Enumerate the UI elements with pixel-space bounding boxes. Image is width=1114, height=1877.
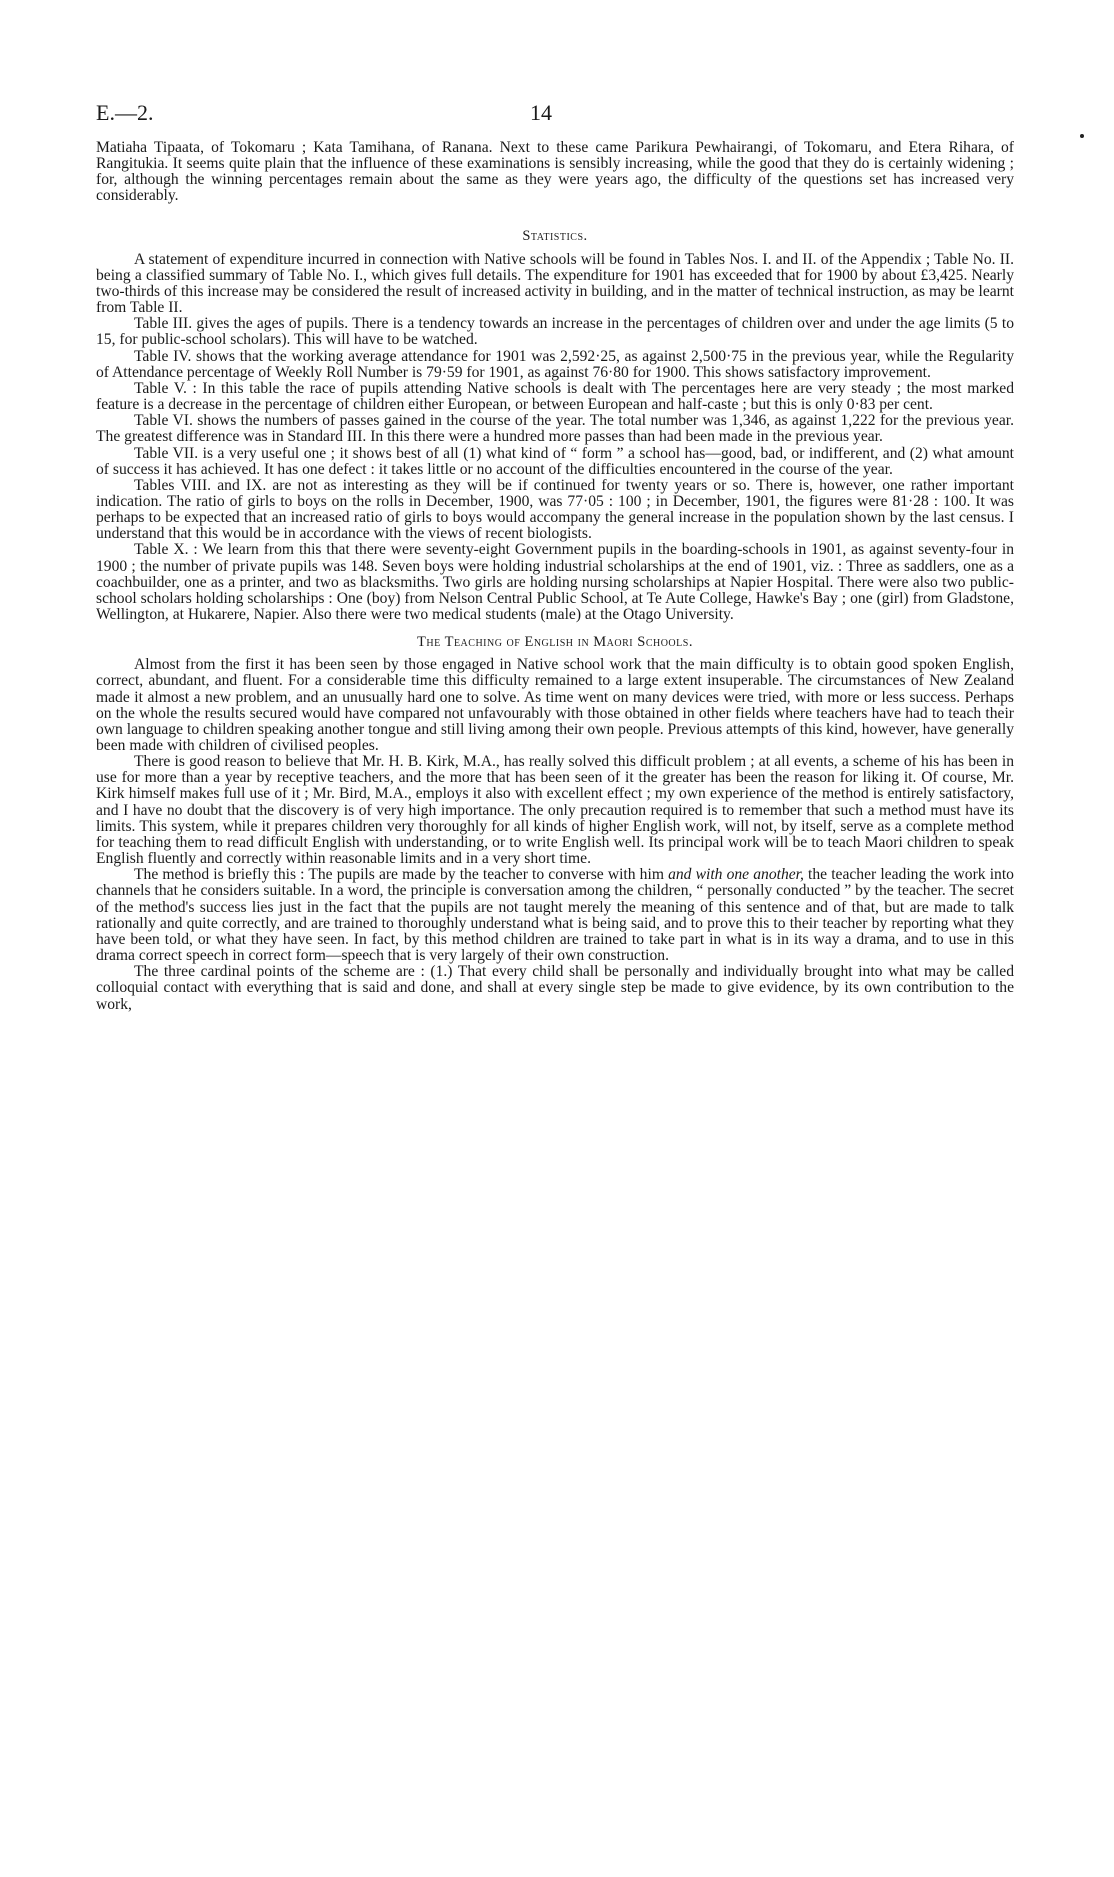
document-page	[96, 100, 1014, 1013]
statistics-paragraph-table-6: Table VI. shows the numbers of passes gained in the course of the year. The total number was 1,346, as against 1,222 for the previous year. The greatest difference was in Standard III. In this there were a hundred more passes than had been made in the previous year.	[96, 412, 1014, 446]
teaching-heading: The Teaching of English in Maori Schools.	[417, 634, 693, 651]
method-text-start: The method is briefly this : The pupils are made by the teacher to converse with him	[134, 866, 669, 884]
page-number: 14	[530, 100, 552, 125]
statistics-paragraph-table-5: Table V. : In this table the race of pupils attending Native schools is dealt with The percentages here are very steady ; the most marked feature is a decrease in the percentage of children either European, or between European and half-caste ; but this is only 0·83 per cent.	[96, 379, 1014, 414]
statistics-heading: Statistics.	[522, 227, 588, 244]
statistics-paragraph-expenditure: A statement of expenditure incurred in connection with Native schools will be found in Tables Nos. I. and II. of the Appendix ; Table No. II. being a classified summary of Table No. I., which gives full details. The expenditure for 1901 has exceeded that for 1900 by about £3,425. Nearly two-thirds of this increase may be considered the result of increased activity in building, and in the matter of technical instruction, as may be learnt from Table II.	[96, 250, 1014, 317]
document-reference: E.—2.	[96, 100, 154, 125]
statistics-paragraph-table-7: Table VII. is a very useful one ; it shows best of all (1) what kind of “ form ” a school has—good, bad, or indifferent, and (2) what amount of success it has achieved. It has one defect : it takes little or no account of the difficulties encountered in the course of the year.	[96, 444, 1014, 478]
teaching-paragraph-kirk-method: There is good reason to believe that Mr. H. B. Kirk, M.A., has really solved this difficult problem ; at all events, a scheme of his has been in use for more than a year by receptive teachers, and the more that has been seen of it the greater has been the reason for liking it. Of course, Mr. Kirk himself makes full use of it ; Mr. Bird, M.A., employs it also with excellent effect ; my own experience of the method is entirely satisfactory, and I have no doubt that the discovery is of very high importance. The only precaution required is to remember that such a method must have its limits. This system, while it prepares children very thoroughly for all kinds of higher English work, will not, by itself, serve as a complete method for teaching them to read difficult English with understanding, or to write English well. Its principal work will be to teach Maori children to speak English fluently and correctly within reasonable limits and in a very short time.	[96, 753, 1014, 868]
teaching-paragraph-cardinal-points: The three cardinal points of the scheme are : (1.) That every child shall be personally and individually brought into what may be called colloquial contact with everything that is said and done, and shall at every single step be made to give evidence, by its own contribution to the work,	[96, 963, 1014, 1013]
statistics-paragraph-table-3: Table III. gives the ages of pupils. There is a tendency towards an increase in the percentages of children over and under the age limits (5 to 15, for public-school scholars). This will have to be watched.	[96, 315, 1014, 349]
statistics-paragraph-table-4: Table IV. shows that the working average attendance for 1901 was 2,592·25, as against 2,500·75 in the previous year, while the Regularity of Attendance percentage of Weekly Roll Number is 79·59 for 1901, as against 76·80 for 1900. This shows satisfactory improvement.	[96, 347, 1014, 381]
page-header	[96, 100, 1014, 140]
statistics-paragraph-tables-8-9: Tables VIII. and IX. are not as interesting as they will be if continued for twenty years or so. There is, however, one rather important indication. The ratio of girls to boys on the rolls in December, 1900, was 77·05 : 100 ; in December, 1901, the figures were 81·28 : 100. It was perhaps to be expected that an increased ratio of girls to boys would accompany the general increase in the population shown by the last census. I understand that this would be in accordance with the views of recent biologists.	[96, 476, 1014, 543]
method-text-emphasis: and with one another,	[668, 866, 804, 884]
teaching-paragraph-method-description	[96, 867, 1014, 964]
statistics-paragraph-table-10: Table X. : We learn from this that there were seventy-eight Government pupils in the boarding-schools in 1901, as against seventy-four in 1900 ; the number of private pupils was 148. Seven boys were holding industrial scholarships at the end of 1901, viz. : Three as saddlers, one as a coachbuilder, one as a printer, and two as blacksmiths. Two girls are holding nursing scholarships at Napier Hospital. There were also two public-school scholars holding scholarships : One (boy) from Nelson Central Public School, at Te Aute College, Hawke's Bay ; one (girl) from Gladstone, Wellington, at Hukarere, Napier. Also there were two medical students (male) at the Otago University.	[96, 541, 1014, 624]
stray-mark	[1080, 134, 1084, 138]
teaching-paragraph-difficulty: Almost from the first it has been seen by those engaged in Native school work that the main difficulty is to obtain good spoken English, correct, abundant, and fluent. For a considerable time this difficulty remained to a large extent insuperable. The circumstances of New Zealand made it almost a new problem, and an unusually hard one to solve. As time went on many devices were tried, with more or less success. Perhaps on the whole the results secured would have compared not unfavourably with those obtained in other fields where teachers have had to teach their own language to children speaking another tongue and still living among their own people. Previous attempts of this kind, however, have generally been made with children of civilised peoples.	[96, 656, 1014, 754]
method-text-end: the teacher leading the work into channels that he considers suitable. In a word, the principle is conversation among the children, “ personally conducted ” by the teacher. The secret of the method's success lies just in the fact that the pupils are not taught merely the meaning of this sentence and of that, but are made to talk rationally and quite correctly, and are trained to thoroughly understand what is being said, and to prove this to their teacher by reporting what they have been told, or what they have seen. In fact, by this method children are trained to take part in what is in its way a drama, and to use in this drama correct speech in correct form—speech that is very largely of their own construction.	[96, 866, 1014, 965]
intro-paragraph: Matiaha Tipaata, of Tokomaru ; Kata Tamihana, of Ranana. Next to these came Parikura Pewhairangi, of Tokomaru, and Etera Rihara, of Rangitukia. It seems quite plain that the influence of these examinations is sensibly increasing, while the good that they do is certainly widening ; for, although the winning percentages remain about the same as they were years ago, the difficulty of the questions set has increased very considerably.	[96, 139, 1014, 205]
